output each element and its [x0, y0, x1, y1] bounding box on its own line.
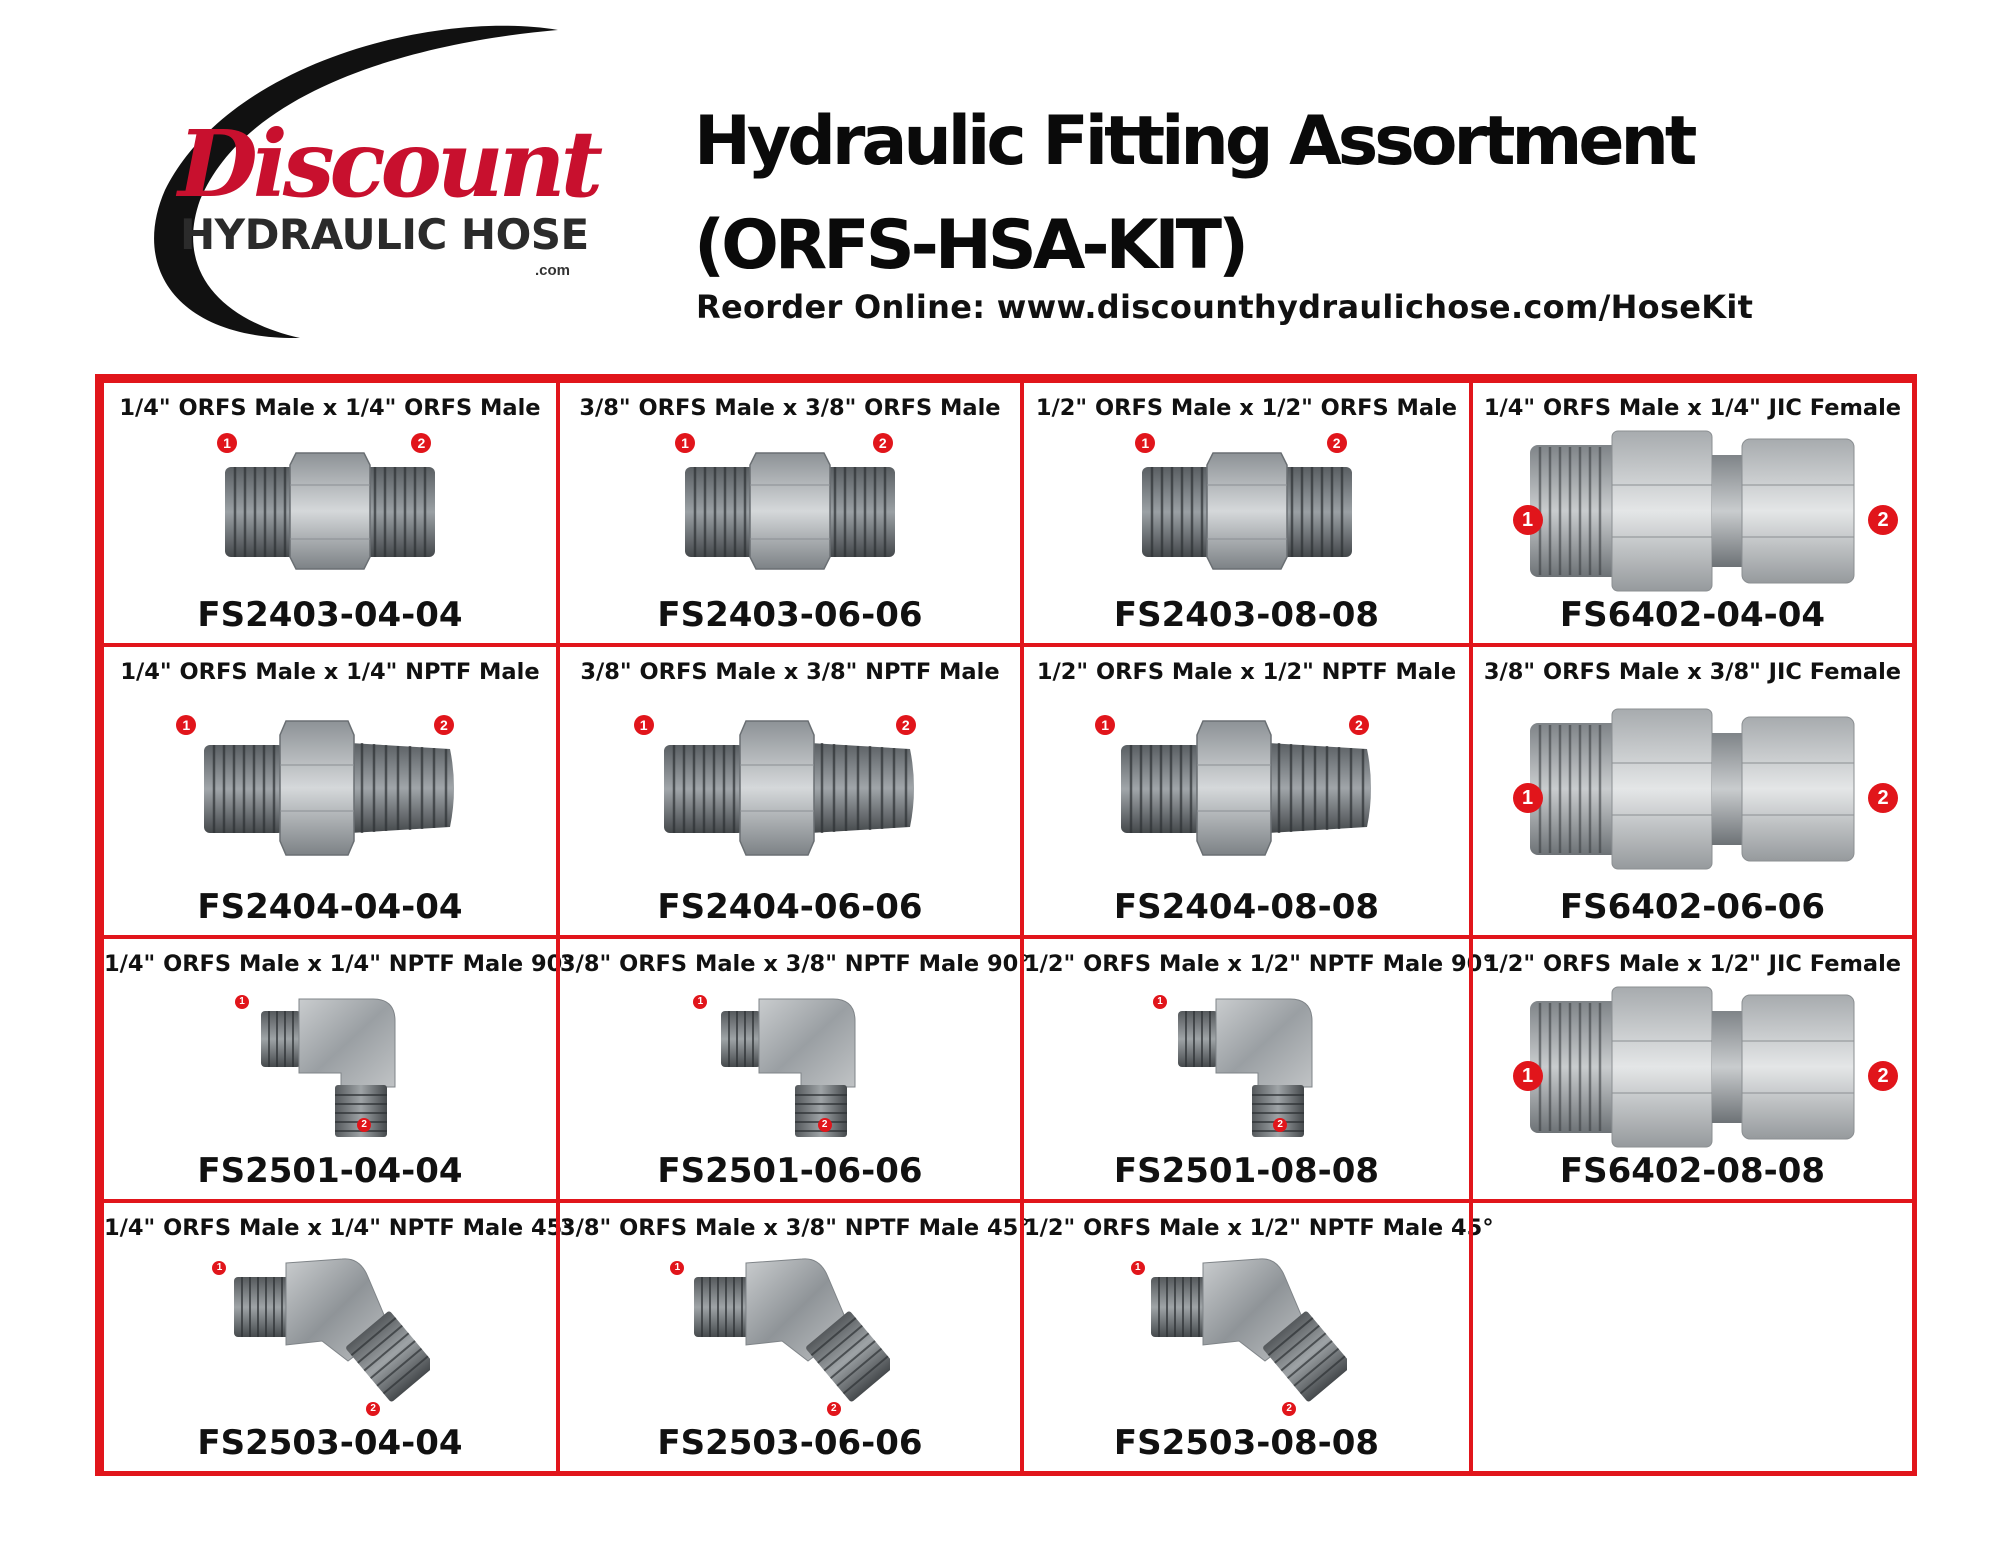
- straight-union-icon: [1024, 433, 1469, 587]
- port-1-marker-icon: 1: [670, 1261, 684, 1275]
- fitting-label: 1/2" ORFS Male x 1/2" NPTF Male 45°: [1024, 1215, 1494, 1241]
- elbow-90-icon: [1024, 989, 1469, 1143]
- straight-adapter-icon: [1024, 697, 1469, 879]
- port-2-marker-icon: 2: [1868, 505, 1898, 535]
- fitting-label: 3/8" ORFS Male x 3/8" ORFS Male: [579, 395, 1001, 421]
- fitting-cell[interactable]: [100, 1199, 574, 1475]
- port-2-marker-icon: 2: [366, 1402, 380, 1416]
- logo-subtitle-text: HYDRAULIC HOSE: [180, 210, 589, 259]
- port-2-marker-icon: 2: [1327, 433, 1347, 453]
- fitting-cell[interactable]: [1469, 935, 1916, 1203]
- fitting-cell[interactable]: [1469, 379, 1916, 647]
- port-2-marker-icon: 2: [1282, 1402, 1296, 1416]
- fitting-cell[interactable]: [1469, 643, 1916, 939]
- port-1-marker-icon: 1: [675, 433, 695, 453]
- port-1-marker-icon: 1: [1513, 505, 1543, 535]
- port-2-marker-icon: 2: [1273, 1118, 1287, 1132]
- fitting-label: 3/8" ORFS Male x 3/8" NPTF Male 90°: [560, 951, 1030, 977]
- elbow-90-icon: [104, 989, 556, 1143]
- straight-union-icon: [560, 433, 1020, 587]
- part-number[interactable]: FS6402-04-04: [1559, 595, 1826, 635]
- fitting-label: 1/4" ORFS Male x 1/4" NPTF Male 90°: [104, 951, 574, 977]
- elbow-45-icon: [560, 1253, 1020, 1415]
- part-number[interactable]: FS2501-06-06: [657, 1151, 923, 1191]
- fitting-label: 3/8" ORFS Male x 3/8" NPTF Male: [580, 659, 1000, 685]
- part-number[interactable]: FS2503-06-06: [657, 1423, 923, 1463]
- straight-union-icon: [104, 433, 556, 587]
- swivel-adapter-icon: [1473, 697, 1912, 879]
- fitting-label: 1/4" ORFS Male x 1/4" NPTF Male: [120, 659, 540, 685]
- fitting-grid: [95, 374, 1917, 1476]
- port-1-marker-icon: 1: [235, 995, 249, 1009]
- fitting-cell[interactable]: [1020, 1199, 1494, 1475]
- part-number[interactable]: FS2404-04-04: [197, 887, 463, 927]
- port-2-marker-icon: 2: [411, 433, 431, 453]
- fitting-cell[interactable]: [100, 643, 560, 939]
- fitting-cell[interactable]: [556, 1199, 1030, 1475]
- fitting-label: 1/2" ORFS Male x 1/2" NPTF Male 90°: [1024, 951, 1494, 977]
- port-2-marker-icon: 2: [873, 433, 893, 453]
- port-1-marker-icon: 1: [1513, 783, 1543, 813]
- company-logo[interactable]: [140, 20, 610, 350]
- port-1-marker-icon: 1: [634, 715, 654, 735]
- fitting-cell[interactable]: [1020, 935, 1494, 1203]
- fitting-cell[interactable]: [100, 935, 574, 1203]
- fitting-label: 1/2" ORFS Male x 1/2" JIC Female: [1483, 951, 1902, 977]
- fitting-cell[interactable]: [100, 379, 560, 647]
- part-number[interactable]: FS2404-08-08: [1113, 887, 1380, 927]
- elbow-45-icon: [1024, 1253, 1469, 1415]
- empty-cell: [1469, 1199, 1916, 1475]
- fitting-label: 1/4" ORFS Male x 1/4" ORFS Male: [119, 395, 541, 421]
- port-2-marker-icon: 2: [896, 715, 916, 735]
- part-number[interactable]: FS2503-04-04: [197, 1423, 463, 1463]
- swivel-adapter-icon: [1473, 989, 1912, 1143]
- fitting-label: 3/8" ORFS Male x 3/8" NPTF Male 45°: [560, 1215, 1030, 1241]
- part-number[interactable]: FS2403-04-04: [197, 595, 463, 635]
- logo-brand-text: Discount: [178, 110, 599, 218]
- straight-adapter-icon: [560, 697, 1020, 879]
- fitting-cell[interactable]: [1020, 379, 1473, 647]
- port-2-marker-icon: 2: [1868, 1061, 1898, 1091]
- fitting-label: 1/2" ORFS Male x 1/2" NPTF Male: [1036, 659, 1457, 685]
- part-number[interactable]: FS2501-08-08: [1113, 1151, 1380, 1191]
- port-2-marker-icon: 2: [434, 715, 454, 735]
- fitting-cell[interactable]: [556, 643, 1024, 939]
- fitting-label: 1/2" ORFS Male x 1/2" ORFS Male: [1035, 395, 1458, 421]
- part-number[interactable]: FS6402-06-06: [1559, 887, 1826, 927]
- port-2-marker-icon: 2: [357, 1118, 371, 1132]
- port-1-marker-icon: 1: [217, 433, 237, 453]
- page-title: [694, 90, 1693, 298]
- fitting-cell[interactable]: [556, 935, 1030, 1203]
- port-1-marker-icon: 1: [212, 1261, 226, 1275]
- part-number[interactable]: FS2403-06-06: [657, 595, 923, 635]
- port-1-marker-icon: 1: [1131, 1261, 1145, 1275]
- part-number[interactable]: FS6402-08-08: [1559, 1151, 1826, 1191]
- swivel-adapter-icon: [1473, 433, 1912, 587]
- part-number[interactable]: FS2403-08-08: [1113, 595, 1380, 635]
- port-1-marker-icon: 1: [693, 995, 707, 1009]
- part-number[interactable]: FS2503-08-08: [1113, 1423, 1380, 1463]
- elbow-90-icon: [560, 989, 1020, 1143]
- port-1-marker-icon: 1: [1135, 433, 1155, 453]
- fitting-cell[interactable]: [556, 379, 1024, 647]
- fitting-label: 1/4" ORFS Male x 1/4" NPTF Male 45°: [104, 1215, 574, 1241]
- straight-adapter-icon: [104, 697, 556, 879]
- port-2-marker-icon: 2: [1349, 715, 1369, 735]
- elbow-45-icon: [104, 1253, 556, 1415]
- fitting-label: 1/4" ORFS Male x 1/4" JIC Female: [1483, 395, 1902, 421]
- port-2-marker-icon: 2: [818, 1118, 832, 1132]
- port-1-marker-icon: 1: [1513, 1061, 1543, 1091]
- port-2-marker-icon: 2: [827, 1402, 841, 1416]
- logo-domain-text: .com: [535, 262, 571, 279]
- port-1-marker-icon: 1: [1095, 715, 1115, 735]
- fitting-label: 3/8" ORFS Male x 3/8" JIC Female: [1483, 659, 1902, 685]
- port-1-marker-icon: 1: [1153, 995, 1167, 1009]
- part-number[interactable]: FS2501-04-04: [197, 1151, 463, 1191]
- title-line-2: (ORFS-HSA-KIT): [694, 206, 1246, 285]
- port-2-marker-icon: 2: [1868, 783, 1898, 813]
- part-number[interactable]: FS2404-06-06: [657, 887, 923, 927]
- title-line-1: Hydraulic Fitting Assortment: [694, 102, 1694, 181]
- fitting-cell[interactable]: [1020, 643, 1473, 939]
- port-1-marker-icon: 1: [176, 715, 196, 735]
- reorder-link[interactable]: Reorder Online: www.discounthydraulichose.com/HoseKit: [696, 288, 1754, 326]
